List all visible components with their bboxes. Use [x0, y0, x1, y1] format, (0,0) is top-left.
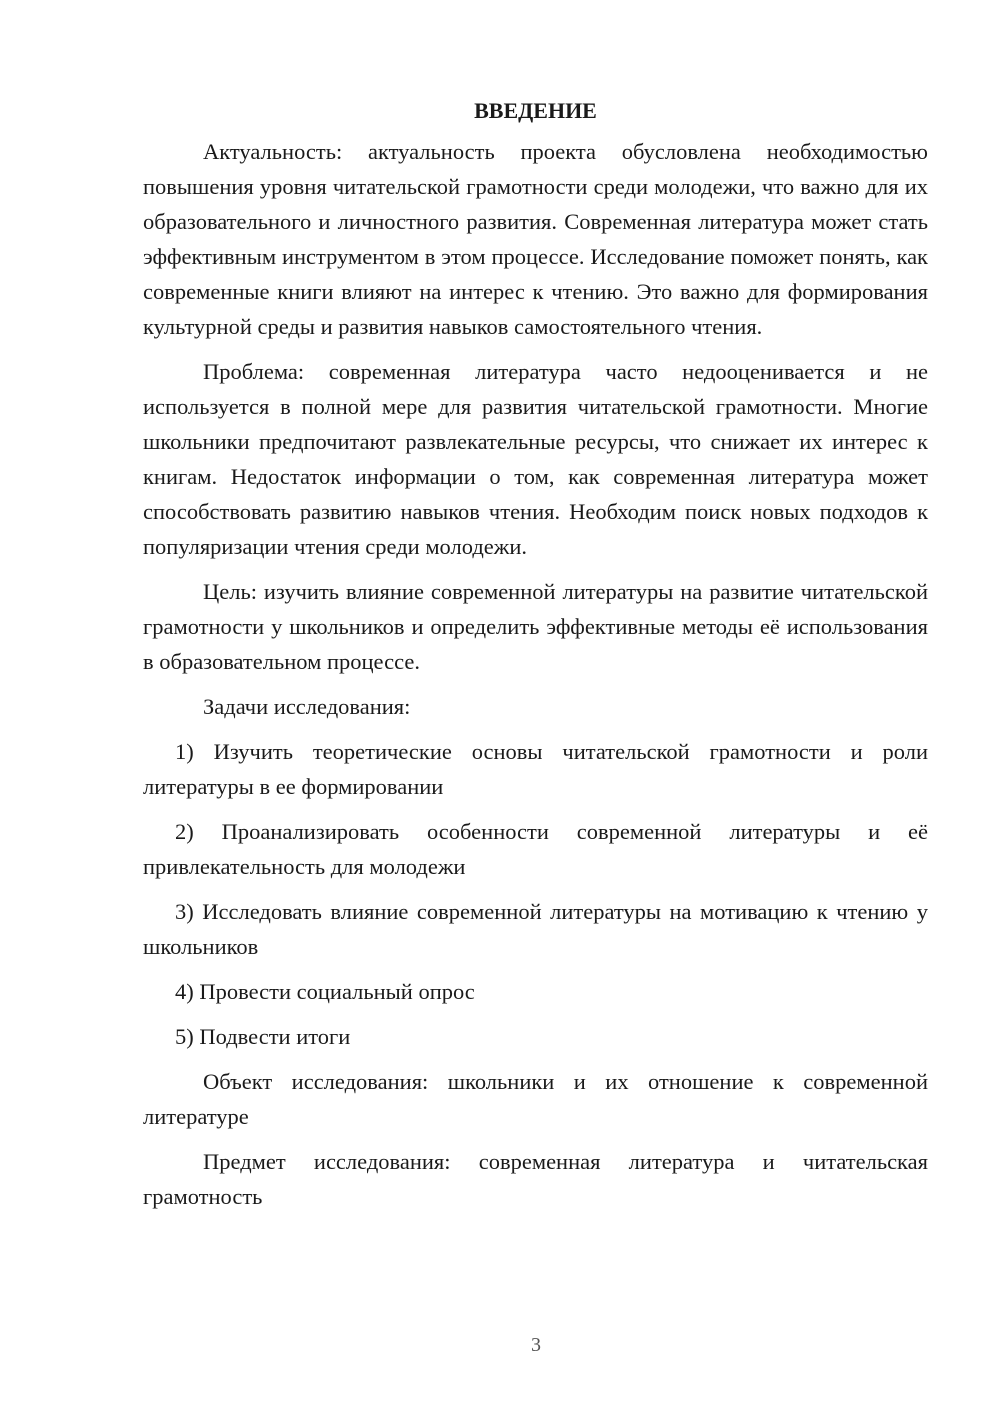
- task-item: 2) Проанализировать особенности современной литературы и её привлекательность для молодежи: [143, 819, 928, 879]
- page-title: ВВЕДЕНИЕ: [474, 98, 597, 123]
- actuality-paragraph: Актуальность: актуальность проекта обусловлена необходимостью повышения уровня читательской грамотности среди молодежи, что важно для их образовательного и личностного развития. Современная литература может стать эффективным инструментом в этом процессе. Исследование поможет понять, как современные книги влияют на интерес к чтению. Это важно для формирования культурной среды и развития навыков самостоятельного чтения.: [143, 139, 928, 339]
- task-item: 1) Изучить теоретические основы читательской грамотности и роли литературы в ее формировании: [143, 739, 928, 799]
- task-item: 4) Провести социальный опрос: [175, 979, 475, 1004]
- object-paragraph: Объект исследования: школьники и их отношение к современной литературе: [143, 1069, 928, 1129]
- subject-paragraph: Предмет исследования: современная литература и читательская грамотность: [143, 1149, 928, 1209]
- problem-paragraph: Проблема: современная литература часто недооценивается и не используется в полной мере для развития читательской грамотности. Многие школьники предпочитают развлекательные ресурсы, что снижает их интерес к книгам. Недостаток информации о том, как современная литература может способствовать развитию навыков чтения. Необходим поиск новых подходов к популяризации чтения среди молодежи.: [143, 359, 928, 559]
- tasks-heading: Задачи исследования:: [203, 694, 411, 719]
- page-number: 3: [531, 1334, 541, 1356]
- document-page: [143, 96, 928, 1224]
- task-item: 3) Исследовать влияние современной литературы на мотивацию к чтению у школьников: [143, 899, 928, 959]
- goal-paragraph: Цель: изучить влияние современной литературы на развитие читательской грамотности у школьников и определить эффективные методы её использования в образовательном процессе.: [143, 579, 928, 674]
- task-item: 5) Подвести итоги: [175, 1024, 351, 1049]
